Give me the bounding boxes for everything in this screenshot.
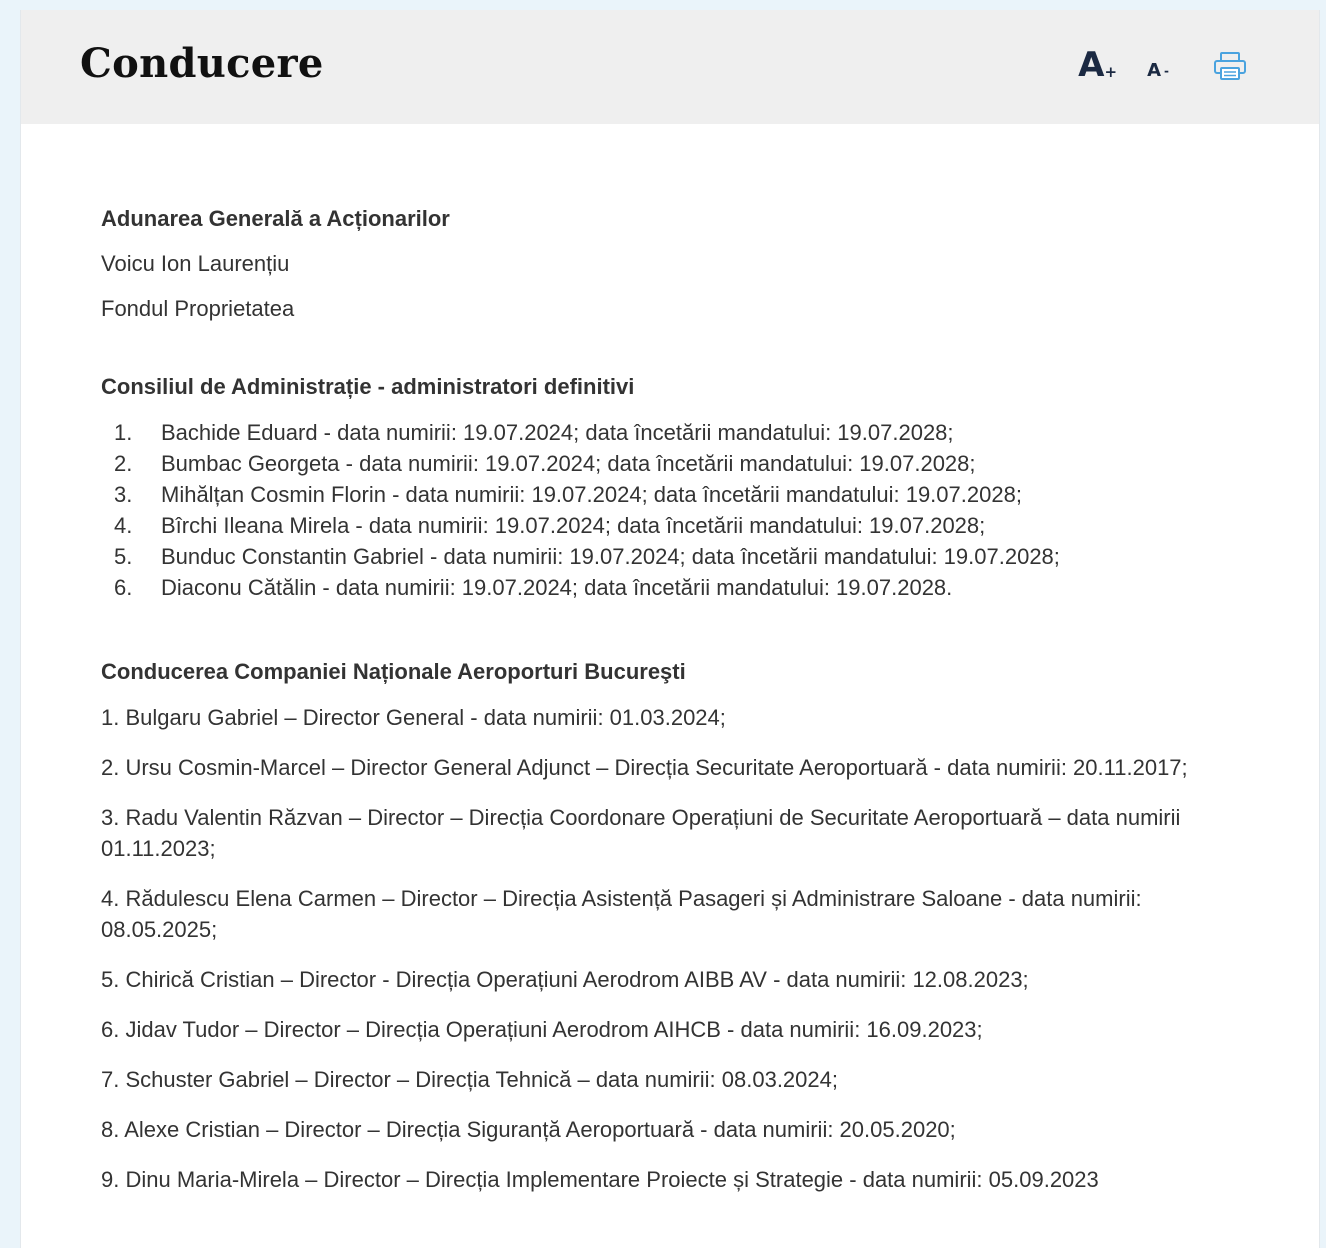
print-button[interactable] [1213,51,1247,82]
list-text: Bachide Eduard - data numirii: 19.07.2024; data încetării mandatului: 19.07.2028; [161,420,954,445]
section-spacer [101,603,1319,659]
management-list [101,685,1319,1195]
list-item: 6. Jidav Tudor – Director – Direcția Operațiuni Aerodrom AIHCB - data numirii: 16.09.2023; [101,1017,983,1042]
shareholder-item: Voicu Ion Laurențiu [101,251,290,276]
board-title: Consiliul de Administrație - administratori definitivi [101,374,635,399]
list-number: 2. [114,451,133,476]
list-item [101,572,1319,603]
page-header [21,10,1319,124]
list-text: Bumbac Georgeta - data numirii: 19.07.2024; data încetării mandatului: 19.07.2028; [161,451,976,476]
list-number: 5. [114,544,133,569]
list-item: 7. Schuster Gabriel – Director – Direcția Tehnică – data numirii: 08.03.2024; [101,1067,838,1092]
list-text: Diaconu Cătălin - data numirii: 19.07.2024; data încetării mandatului: 19.07.2028. [161,575,953,600]
list-text: Bîrchi Ileana Mirela - data numirii: 19.07.2024; data încetării mandatului: 19.07.2028; [161,513,986,538]
board-list [101,400,1319,603]
list-item [101,510,1319,541]
shareholder-item: Fondul Proprietatea [101,296,295,321]
list-item: 2. Ursu Cosmin-Marcel – Director General Adjunct – Direcția Securitate Aeroportuară - data numirii: 20.11.2017; [101,755,1188,780]
toolbar [1078,45,1247,85]
plus-icon: + [1104,63,1118,81]
list-text: Mihălțan Cosmin Florin - data numirii: 19.07.2024; data încetării mandatului: 19.07.2028; [161,482,1022,507]
shareholders-title: Adunarea Generală a Acționarilor [101,206,450,231]
font-increase-letter: A [1078,45,1105,85]
list-number: 3. [114,482,133,507]
list-number: 4. [114,513,133,538]
page-title: Conducere [80,40,324,87]
list-item: 5. Chirică Cristian – Director - Direcția Operațiuni Aerodrom AIBB AV - data numirii: 12.08.2023; [101,967,1029,992]
list-item [101,448,1319,479]
increase-font-button[interactable] [1078,45,1118,85]
list-item: 8. Alexe Cristian – Director – Direcția Siguranță Aeroportuară - data numirii: 20.05.2020; [101,1117,956,1142]
font-decrease-letter: A [1147,60,1162,81]
minus-icon: - [1164,64,1169,78]
list-item: 3. Radu Valentin Răzvan – Director – Direcția Coordonare Operațiuni de Securitate Aeroportuară – data numirii 01.11.2023; [101,805,1181,861]
page-frame [20,10,1320,1248]
section-spacer [101,322,1319,374]
page-content [21,124,1319,1195]
list-text: Bunduc Constantin Gabriel - data numirii: 19.07.2024; data încetării mandatului: 19.07.2028; [161,544,1060,569]
list-item: 9. Dinu Maria-Mirela – Director – Direcția Implementare Proiecte și Strategie - data numirii: 05.09.2023 [101,1167,1099,1192]
list-item: 4. Rădulescu Elena Carmen – Director – Direcția Asistență Pasageri și Administrare Saloane - data numirii: 08.05.2025; [101,886,1142,942]
printer-icon [1213,51,1247,81]
decrease-font-button[interactable] [1147,62,1169,80]
list-item [101,541,1319,572]
list-item [101,417,1319,448]
list-number: 6. [114,575,133,600]
list-item [101,479,1319,510]
list-item: 1. Bulgaru Gabriel – Director General - data numirii: 01.03.2024; [101,705,726,730]
list-number: 1. [114,420,133,445]
management-title: Conducerea Companiei Naționale Aeroporturi Bucureşti [101,659,686,684]
